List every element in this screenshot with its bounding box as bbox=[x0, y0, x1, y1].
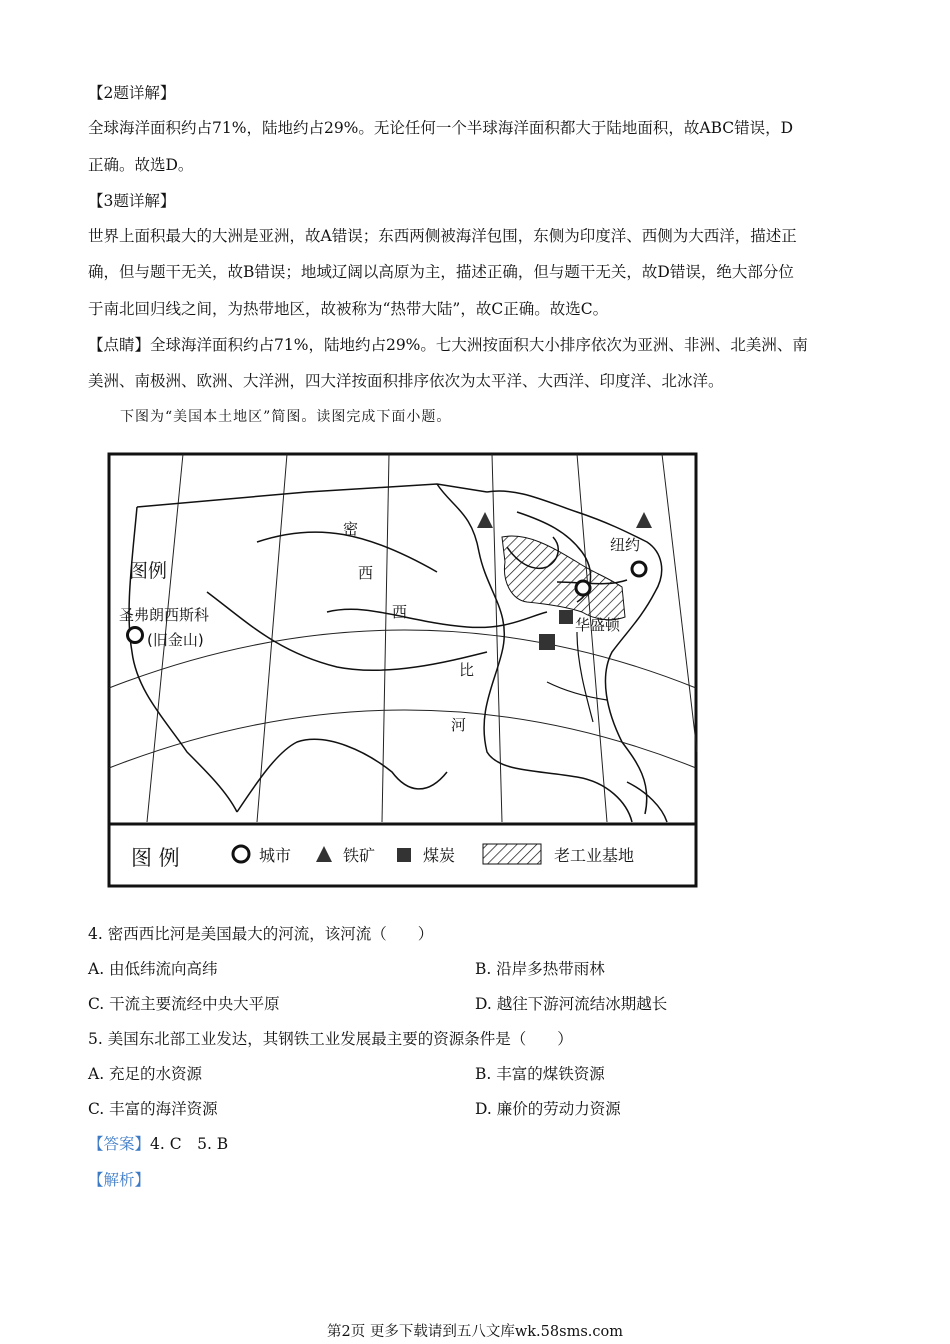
coal-marker bbox=[559, 610, 573, 624]
city-label-new-york: 纽约 bbox=[610, 536, 641, 554]
city-marker-san-francisco bbox=[128, 628, 143, 643]
q4-stem: 4. 密西西比河是美国最大的河流，该河流（ ） bbox=[88, 925, 434, 943]
answer-line bbox=[88, 1133, 862, 1155]
legend-coal-label: 煤炭 bbox=[423, 846, 456, 865]
q2-explanation-line-2: 正确。故选D。 bbox=[88, 156, 194, 174]
map-frame bbox=[109, 454, 696, 886]
q2-header: 【2题详解】 bbox=[88, 84, 176, 102]
river-char-2: 西 bbox=[358, 564, 374, 582]
page-footer: 第2页 更多下载请到五八文库wk.58sms.com bbox=[327, 1324, 623, 1340]
q3-explanation-line-3: 于南北回归线之间，为热带地区，故被称为“热带大陆”，故C正确。故选C。 bbox=[88, 300, 609, 318]
river-char-4: 比 bbox=[459, 661, 475, 679]
answer-label: 【答案】 bbox=[88, 1135, 151, 1153]
river-char-5: 河 bbox=[451, 716, 467, 734]
river-char-1: 密 bbox=[343, 520, 359, 538]
legend-city-label: 城市 bbox=[259, 846, 292, 865]
analysis-label: 【解析】 bbox=[88, 1171, 151, 1189]
q2-explanation-line-1: 全球海洋面积约占71%，陆地约占29%。无论任何一个半球海洋面积都大于陆地面积，故ABC错误，D bbox=[88, 119, 794, 137]
legend-industrial-icon bbox=[483, 844, 541, 864]
legend-industrial-label: 老工业基地 bbox=[554, 846, 635, 865]
q4-option-b: B. 沿岸多热带雨林 bbox=[475, 960, 605, 978]
city-marker-pittsburgh bbox=[576, 581, 590, 595]
legend-city-icon bbox=[233, 846, 249, 862]
legend-coal-icon bbox=[397, 848, 411, 862]
city-label-washington: 华盛顿 bbox=[575, 616, 621, 634]
q4-option-c: C. 干流主要流经中央大平原 bbox=[88, 995, 280, 1013]
city-label-san-francisco-alt: (旧金山) bbox=[147, 631, 204, 649]
legend-title: 图 例 bbox=[131, 846, 180, 870]
map-inner-legend-label: 图例 bbox=[129, 560, 168, 582]
q5-option-d: D. 廉价的劳动力资源 bbox=[475, 1100, 621, 1118]
legend-iron-label: 铁矿 bbox=[343, 846, 376, 865]
city-marker-new-york bbox=[632, 562, 646, 576]
q5-stem: 5. 美国东北部工业发达，其钢铁工业发展最主要的资源条件是（ ） bbox=[88, 1030, 573, 1048]
tip-line-1: 【点睛】全球海洋面积约占71%，陆地约占29%。七大洲按面积大小排序依次为亚洲、非洲、北美洲、南 bbox=[88, 336, 808, 354]
q5-option-b: B. 丰富的煤铁资源 bbox=[475, 1065, 605, 1083]
q5-option-a: A. 充足的水资源 bbox=[88, 1065, 203, 1083]
q5-option-c: C. 丰富的海洋资源 bbox=[88, 1100, 218, 1118]
q4-option-d: D. 越往下游河流结冰期越长 bbox=[475, 995, 668, 1013]
q3-header: 【3题详解】 bbox=[88, 192, 176, 210]
city-label-san-francisco: 圣弗朗西斯科 bbox=[119, 606, 210, 624]
coal-marker bbox=[539, 634, 555, 650]
q3-explanation-line-2: 确，但与题干无关，故B错误；地域辽阔以高原为主，描述正确，但与题干无关，故D错误，绝大部分位 bbox=[88, 263, 794, 281]
tip-line-2: 美洲、南极洲、欧洲、大洋洲，四大洋按面积排序依次为太平洋、大西洋、印度洋、北冰洋。 bbox=[88, 372, 724, 390]
q4-option-a: A. 由低纬流向高纬 bbox=[88, 960, 218, 978]
answer-text: 4. C 5. B bbox=[150, 1135, 229, 1153]
river-char-3: 西 bbox=[392, 603, 408, 621]
q3-explanation-line-1: 世界上面积最大的大洲是亚洲，故A错误；东西两侧被海洋包围，东侧为印度洋、西侧为大西洋，描述正 bbox=[88, 227, 797, 245]
map-intro: 下图为“美国本土地区”简图。读图完成下面小题。 bbox=[120, 409, 452, 425]
usa-map-figure bbox=[107, 452, 699, 889]
